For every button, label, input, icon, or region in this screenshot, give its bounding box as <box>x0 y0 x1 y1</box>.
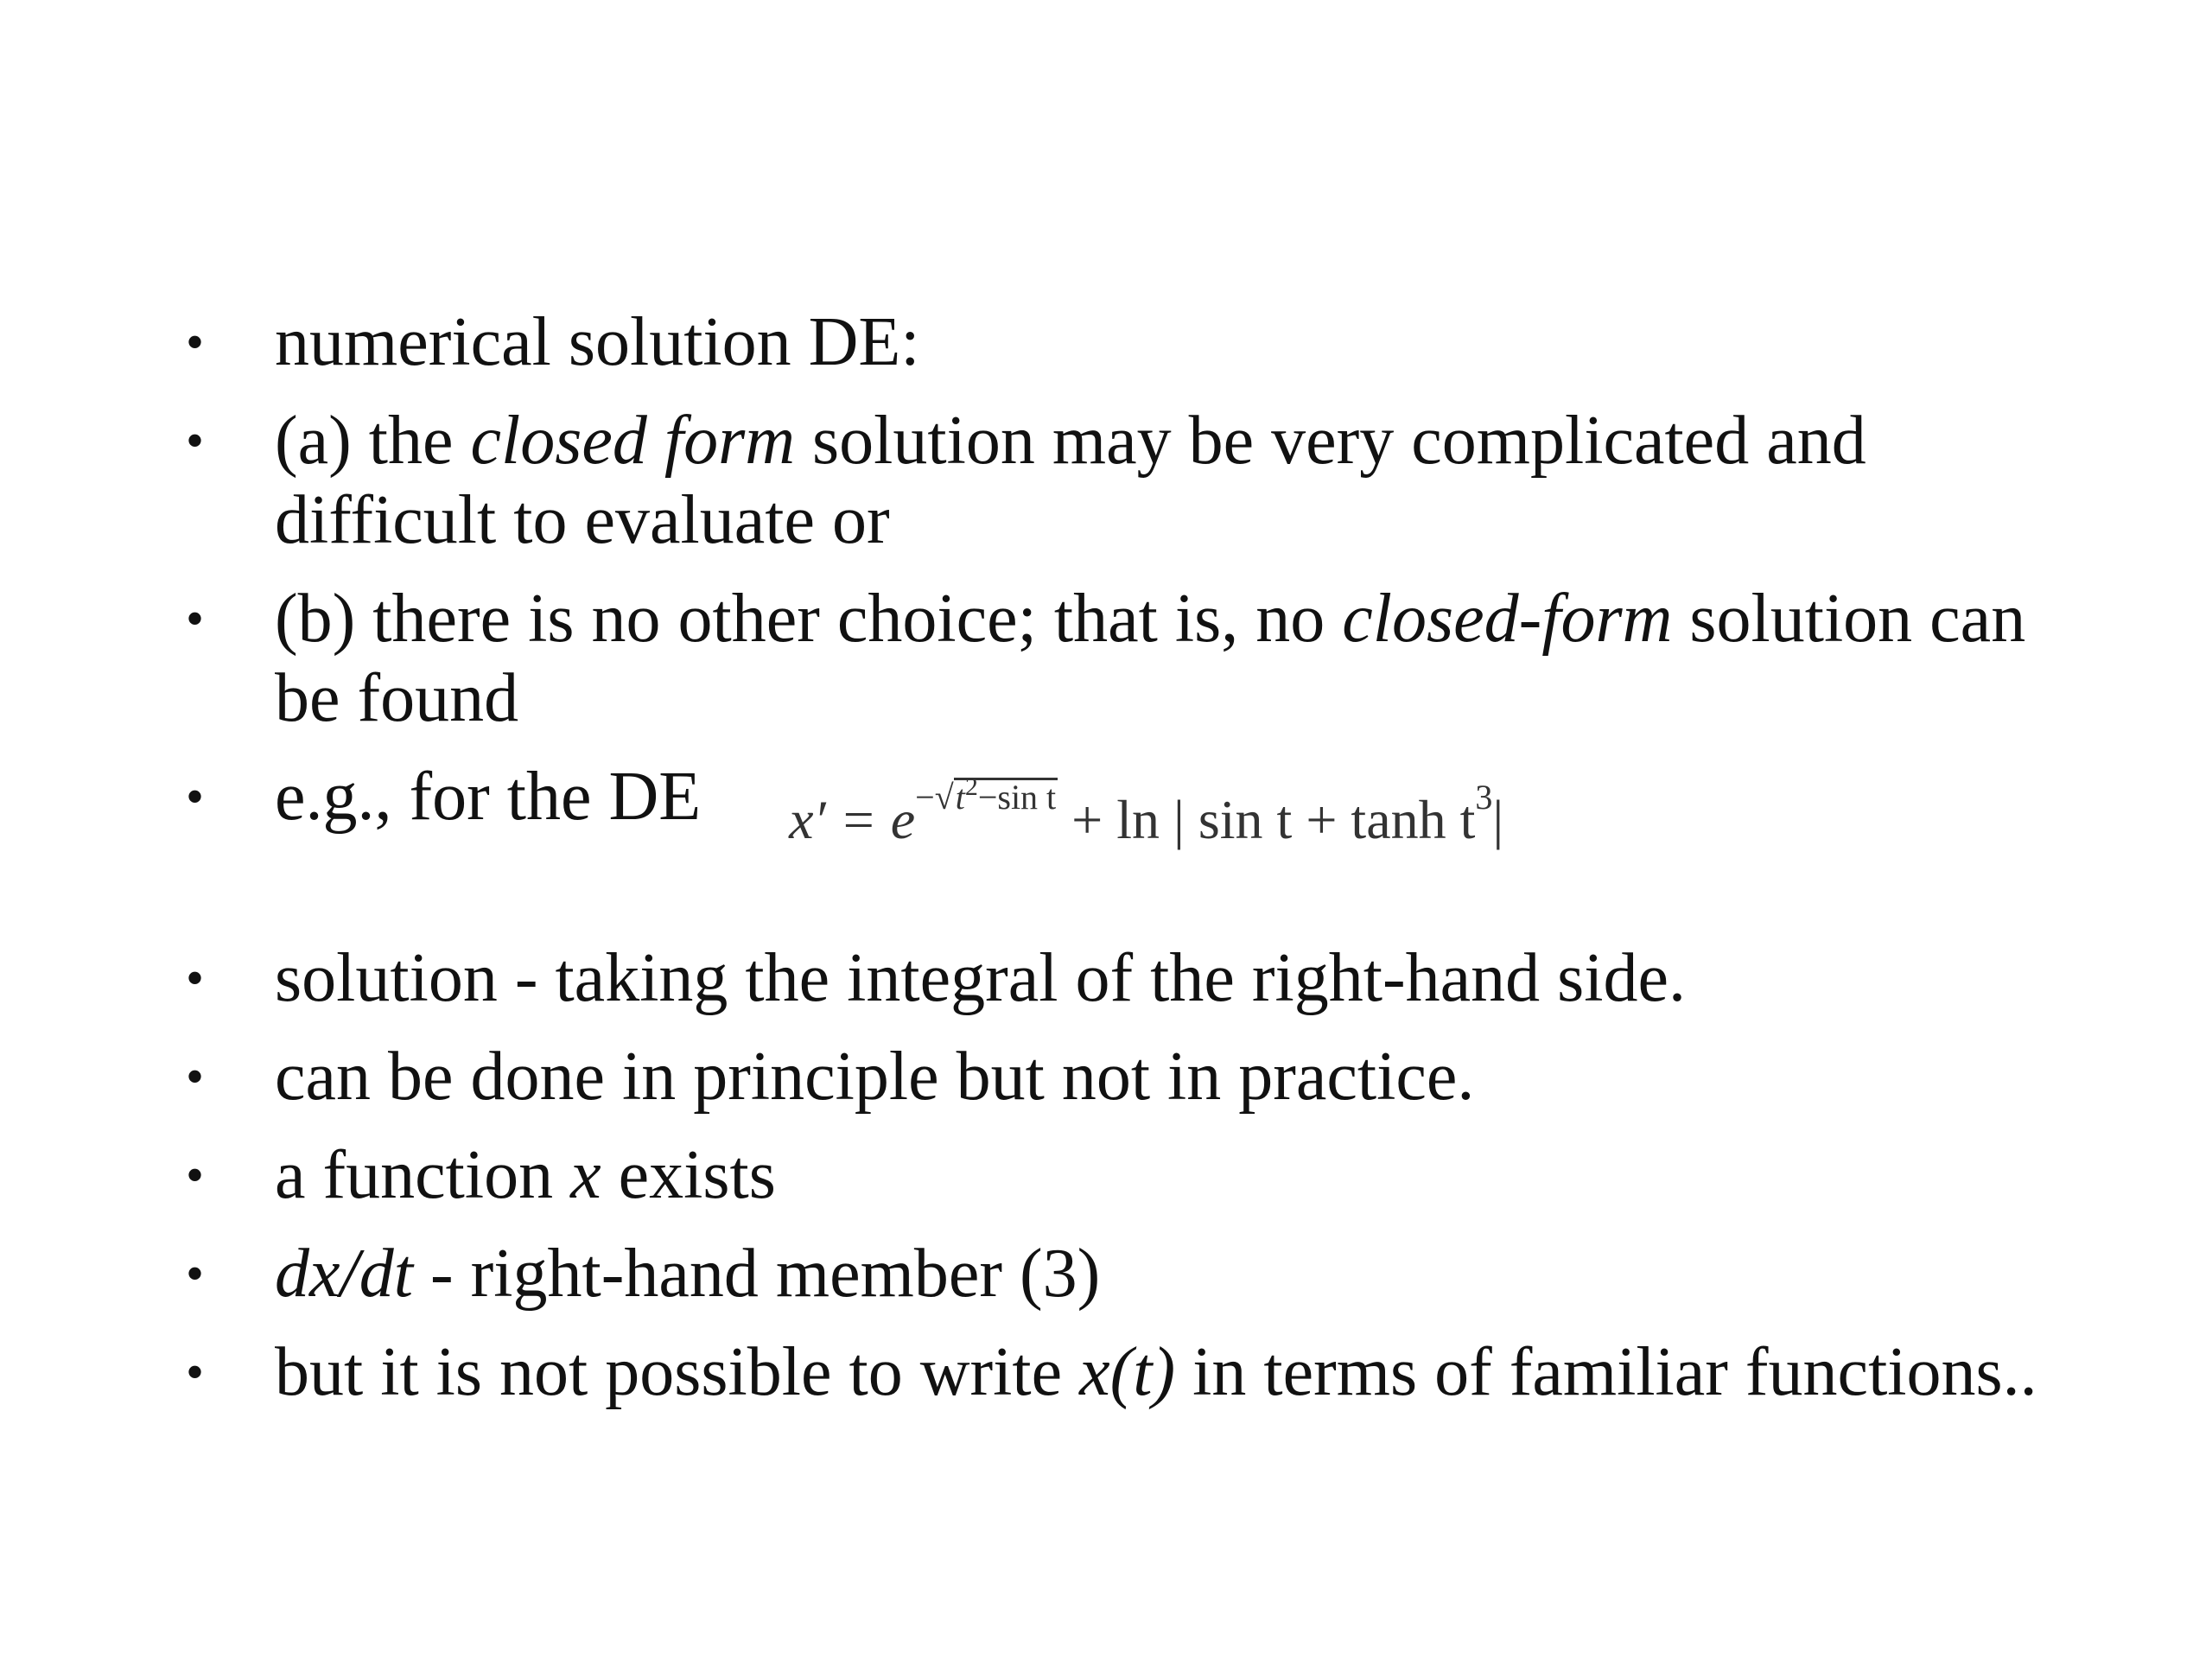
bullet-item <box>186 401 2087 560</box>
bullet-text: solution may be very complicated and difficult to evaluate or <box>275 403 1866 558</box>
bullet-text: solution can be found <box>275 581 2026 736</box>
bullet-text-italic: closed form <box>470 403 796 479</box>
equation-close: | <box>1492 789 1504 850</box>
equation-radicand <box>954 772 1058 818</box>
bullet-text-italic: closed-form <box>1342 581 1673 657</box>
bullet-item <box>186 1037 2087 1116</box>
equation-exp-sign: −√ <box>915 778 954 817</box>
bullet-text: (a) the <box>275 403 471 479</box>
bullet-text: e.g., for the DE <box>275 759 702 835</box>
bullet-text: a function <box>275 1137 571 1213</box>
bullet-text: (b) there is no other choice; that is, no <box>275 581 1343 657</box>
bullet-dot: • <box>186 1048 205 1105</box>
bullet-dot: • <box>186 590 205 647</box>
de-equation <box>789 772 1504 867</box>
bullet-text: but it is not possible to write <box>275 1334 1080 1410</box>
bullet-text-italic: x <box>570 1137 601 1213</box>
bullet-dot: • <box>186 412 205 469</box>
bullet-text: can be done in principle but not in practice. <box>275 1039 1475 1115</box>
bullet-text: in terms of familiar functions.. <box>1175 1334 2037 1410</box>
bullet-text-italic: dx/dt <box>275 1236 413 1312</box>
bullet-dot: • <box>186 1344 205 1401</box>
equation-rhs: + ln | sin t + tanh t <box>1058 789 1476 850</box>
equation-radicand-var: t <box>955 778 965 817</box>
bullet-item <box>186 302 2087 382</box>
bullet-dot: • <box>186 950 205 1007</box>
bullet-text-italic: x(t) <box>1079 1334 1176 1410</box>
bullet-item <box>186 579 2087 738</box>
bullet-dot: • <box>186 314 205 371</box>
bullet-item <box>186 938 2087 1018</box>
bullet-text: - right-hand member (3) <box>412 1236 1101 1312</box>
bullet-dot: • <box>186 768 205 825</box>
equation-radicand-exp: 2 <box>964 772 978 801</box>
bullet-list <box>186 302 2087 1431</box>
bullet-item <box>186 1234 2087 1313</box>
equation-radicand-rest: −sin t <box>977 778 1057 817</box>
bullet-item <box>186 1135 2087 1215</box>
bullet-dot: • <box>186 1147 205 1204</box>
bullet-text: numerical solution DE: <box>275 304 920 380</box>
bullet-text: exists <box>601 1137 776 1213</box>
bullet-item <box>186 757 2087 848</box>
bullet-text: solution - taking the integral of the right-hand side. <box>275 940 1686 1016</box>
bullet-item <box>186 1332 2087 1412</box>
equation-rhs-exp: 3 <box>1475 778 1493 817</box>
equation-lhs: x′ = e <box>789 789 916 850</box>
bullet-dot: • <box>186 1245 205 1302</box>
equation-exponent <box>915 772 1058 817</box>
